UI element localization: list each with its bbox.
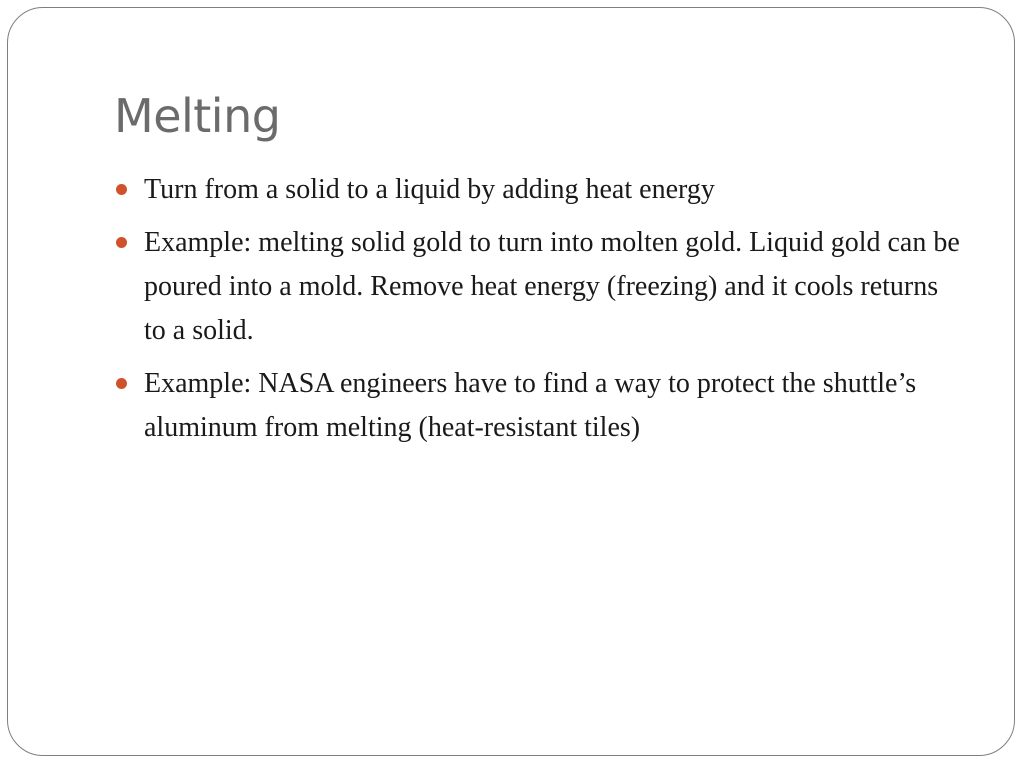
bullet-text: Example: melting solid gold to turn into molten gold. Liquid gold can be poured into a mold. Remove heat energy (freezing) and it cools returns to a solid.: [144, 227, 960, 346]
bullet-item: [114, 362, 964, 450]
bullet-dot-icon: [116, 378, 127, 389]
bullet-text: Example: NASA engineers have to find a way to protect the shuttle’s aluminum from melting (heat-resistant tiles): [144, 368, 917, 443]
bullet-list: [114, 168, 964, 459]
bullet-text: Turn from a solid to a liquid by adding heat energy: [144, 174, 715, 205]
slide-title: Melting: [114, 89, 281, 143]
bullet-dot-icon: [116, 184, 127, 195]
bullet-item: [114, 168, 964, 212]
bullet-dot-icon: [116, 237, 127, 248]
bullet-item: [114, 221, 964, 353]
